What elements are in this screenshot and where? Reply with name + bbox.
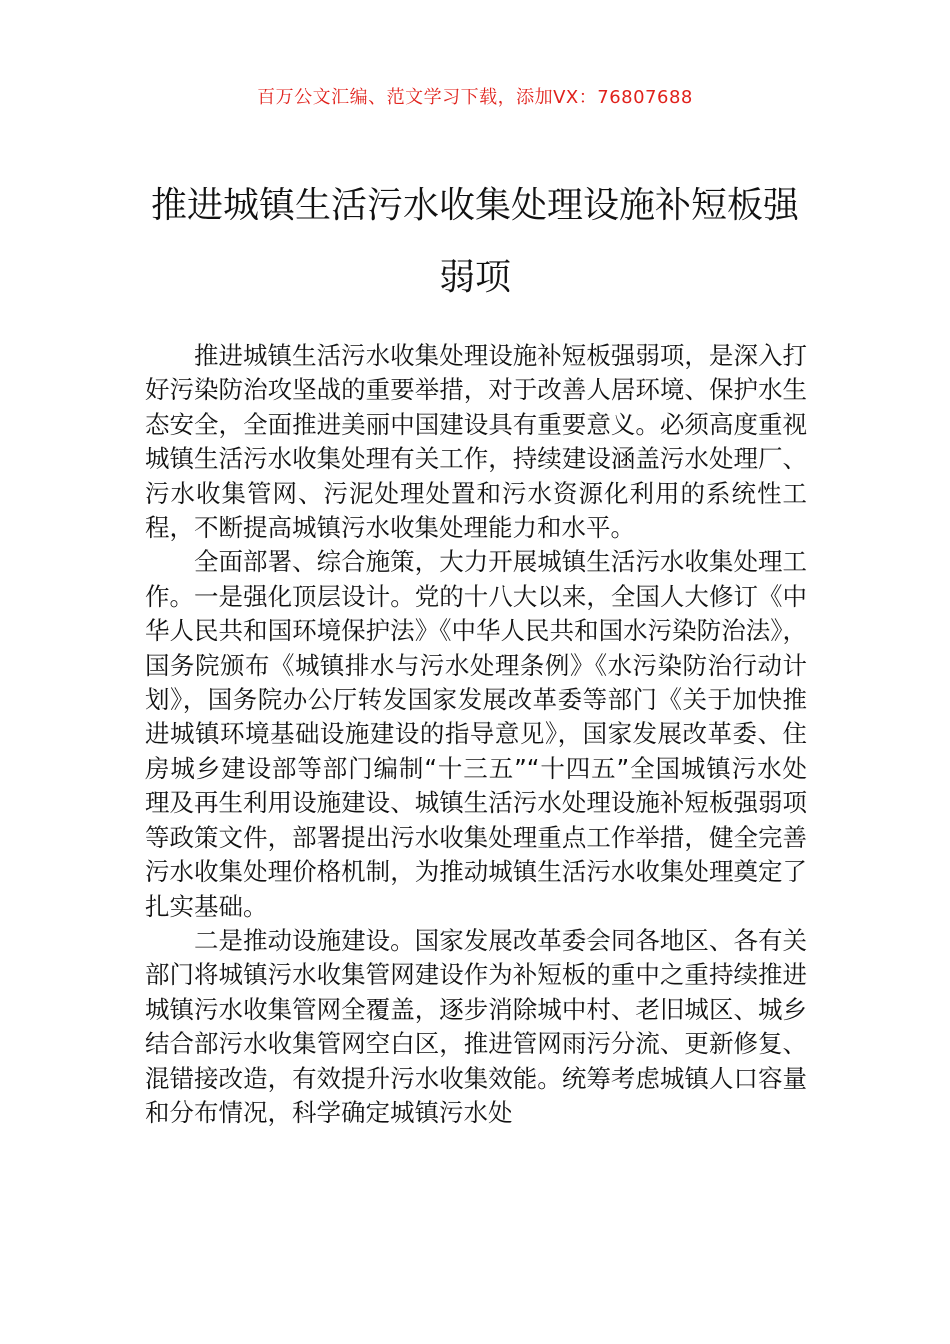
paragraph-2: 全面部署、综合施策，大力开展城镇生活污水收集处理工作。一是强化顶层设计。党的十八大以来，全国人大修订《中华人民共和国环境保护法》《中华人民共和国水污染防治法》，国务院颁布《城镇排水与污水处理条例》《水污染防治行动计划》，国务院办公厅转发国家发展改革委等部门《关于加快推进城镇环境基础设施建设的指导意见》，国家发展改革委、住房城乡建设部等部门编制“十三五”“十四五”全国城镇污水处理及再生利用设施建设、城镇生活污水处理设施补短板强弱项等政策文件，部署提出污水收集处理重点工作举措，健全完善污水收集处理价格机制，为推动城镇生活污水收集处理奠定了扎实基础。	[145, 547, 807, 921]
paragraph-3: 二是推动设施建设。国家发展改革委会同各地区、各有关部门将城镇污水收集管网建设作为补短板的重中之重持续推进城镇污水收集管网全覆盖，逐步消除城中村、老旧城区、城乡结合部污水收集管网空白区，推进管网雨污分流、更新修复、混错接改造，有效提升污水收集效能。统筹考虑城镇人口容量和分布情况，科学确定城镇污水处	[145, 925, 807, 1127]
document-title: 推进城镇生活污水收集处理设施补短板强弱项	[150, 185, 799, 298]
header-note: 百万公文汇编、范文学习下载，添加VX：76807688	[257, 87, 693, 108]
paragraph-1: 推进城镇生活污水收集处理设施补短板强弱项，是深入打好污染防治攻坚战的重要举措，对于改善人居环境、保护水生态安全，全面推进美丽中国建设具有重要意义。必须高度重视城镇生活污水收集处理有关工作，持续建设涵盖污水处理厂、污水收集管网、污泥处理处置和污水资源化利用的系统性工程，不断提高城镇污水收集处理能力和水平。	[145, 341, 807, 543]
document-body	[145, 339, 807, 1130]
